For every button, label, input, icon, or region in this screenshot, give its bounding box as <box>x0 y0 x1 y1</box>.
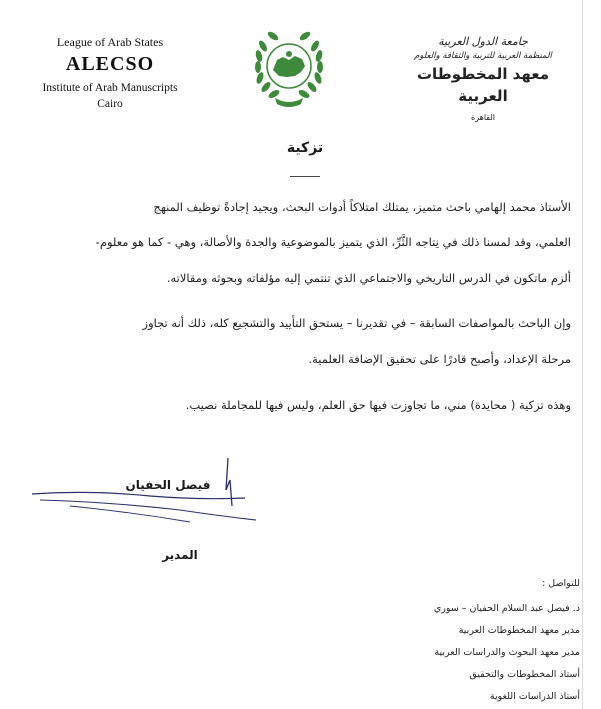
paragraph-1-line-1: الأستاذ محمد إلهامي باحث متميز، يمتلك امتلاكاً أدوات البحث، ويجيد إجادةً توظيف المنهج <box>153 200 571 214</box>
paragraph-1-line-2: العلمي، وقد لمسنا ذلك في نِتاجه الثَّرِّ، الذي يتميز بالموضوعية والجدة والأصالة، وهي - كما هو معلوم- <box>95 235 571 249</box>
institute-city: Cairo <box>97 98 123 110</box>
english-letterhead <box>30 34 190 112</box>
contact-heading: للتواصل : <box>542 578 580 589</box>
contact-line: د. فيصل عبد السلام الحفيان – سوري <box>433 603 580 614</box>
paragraph-2-line-1: وإن الباحث بالمواصفات السابقة – في تقديرنا – يستحق التأييد والتشجيع كله، ذلك أنه تجاوز <box>142 316 571 330</box>
page-edge <box>582 0 583 709</box>
signer-name: فيصل الحفيان <box>125 478 211 492</box>
title-underline <box>290 176 320 177</box>
arabic-league-name: جامعة الدول العربية <box>438 35 528 48</box>
document-title: تزكية <box>286 140 324 156</box>
organization-acronym: ALECSO <box>65 53 155 75</box>
contact-line: أستاذ الدراسات اللغوية <box>489 691 580 702</box>
organization-name: League of Arab States <box>56 35 164 49</box>
contact-line: أستاذ المخطوطات والتحقيق <box>469 669 580 680</box>
paragraph-1-line-3: ألزم ماتكون في الدرس التاريخي والاجتماعي الذي تنتمي إليه مؤلفاته وبحوثه ومقالاته. <box>166 271 571 285</box>
arabic-organization-name: المنظمة العربية للتربية والثقافة والعلوم <box>414 51 552 61</box>
signer-role: المدير <box>162 548 198 562</box>
paragraph-3-line-1: وهذه تزكية ( محايدة) مني، ما تجاوزت فيها حق العلم، وليس فيها للمجاملة نصيب. <box>185 398 571 412</box>
arabic-letterhead <box>408 34 558 125</box>
alecso-emblem-icon <box>253 24 325 114</box>
handwritten-signature <box>30 450 260 540</box>
arabic-institute-name: معهد المخطوطات العربية <box>416 65 550 105</box>
contact-line: مدير معهد المخطوطات العربية <box>458 625 580 636</box>
institute-name: Institute of Arab Manuscripts <box>42 82 178 94</box>
arabic-city: القاهرة <box>471 113 495 122</box>
paragraph-2-line-2: مرحلة الإعداد، وأصبح قادرًا على تحقيق الإضافة العلمية. <box>308 352 571 366</box>
contact-line: مدير معهد البحوث والدراسات العربية <box>434 647 580 658</box>
